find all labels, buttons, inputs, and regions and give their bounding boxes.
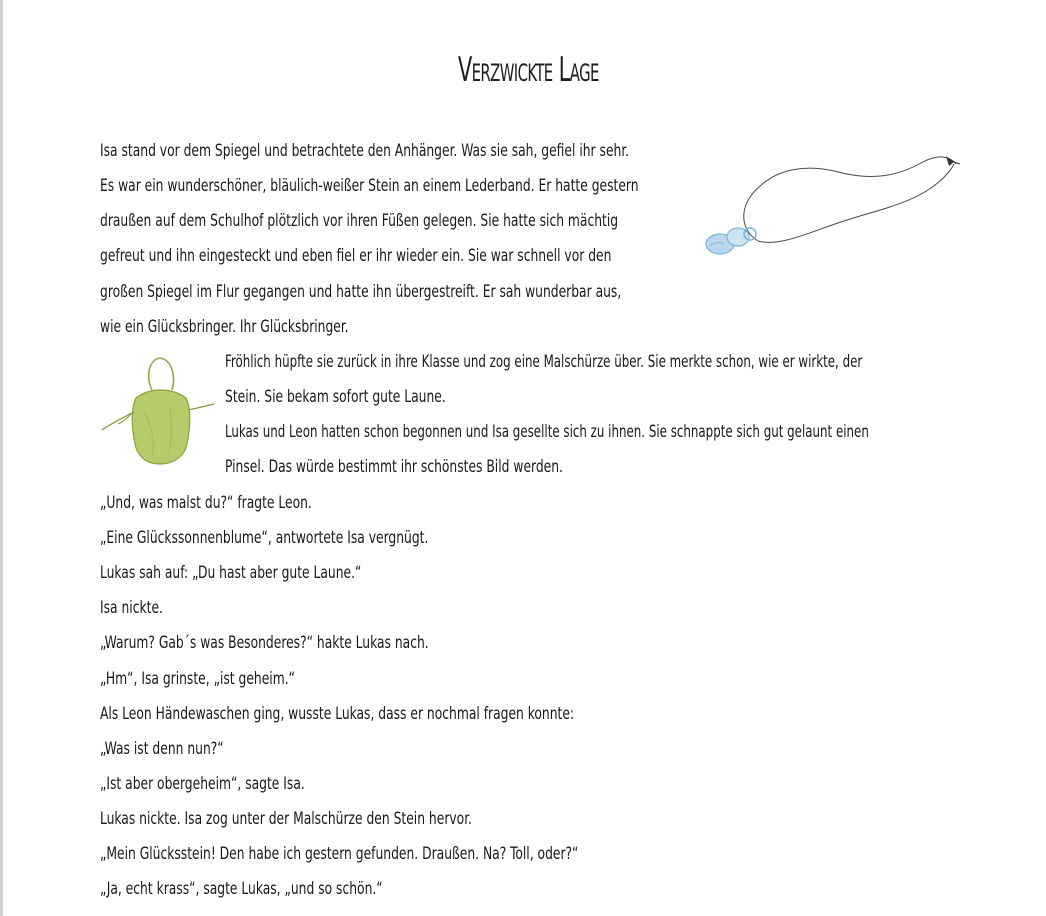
text-line: „Eine Glückssonnenblume“, antwortete Isa vergnügt.	[100, 528, 429, 548]
text-line: draußen auf dem Schulhof plötzlich vor ihren Füßen gelegen. Sie hatte sich mächtig	[100, 211, 619, 231]
text-line: Lukas und Leon hatten schon begonnen und Isa gesellte sich zu ihnen. Sie schnappte sich gut gelaunt einen	[225, 422, 869, 442]
text-line: „Mein Glücksstein! Den habe ich gestern gefunden. Draußen. Na? Toll, oder?“	[100, 844, 579, 864]
text-line: gefreut und ihn eingesteckt und eben fiel er ihr wieder ein. Sie war schnell vor den	[100, 246, 612, 266]
text-line: großen Spiegel im Flur gegangen und hatte ihn übergestreift. Er sah wunderbar aus,	[100, 282, 622, 302]
text-line: „Warum? Gab´s was Besonderes?“ hakte Lukas nach.	[100, 633, 429, 653]
text-line: „Ja, echt krass“, sagte Lukas, „und so schön.“	[100, 879, 383, 899]
text-line: Als Leon Händewaschen ging, wusste Lukas, dass er nochmal fragen konnte:	[100, 704, 575, 724]
text-line: Pinsel. Das würde bestimmt ihr schönstes Bild werden.	[225, 457, 563, 477]
apron-illustration	[100, 352, 218, 468]
pendant-illustration	[698, 148, 963, 264]
text-line: Isa nickte.	[100, 598, 163, 618]
page-edge	[0, 0, 3, 916]
text-line: „Ist aber obergeheim“, sagte Isa.	[100, 774, 305, 794]
text-line: Stein. Sie bekam sofort gute Laune.	[225, 387, 446, 407]
text-line: „Was ist denn nun?“	[100, 739, 224, 759]
text-line: Lukas sah auf: „Du hast aber gute Laune.“	[100, 563, 362, 583]
text-line: Fröhlich hüpfte sie zurück in ihre Klasse und zog eine Malschürze über. Sie merkte schon, wie er wirkte, der	[225, 352, 863, 372]
text-line: „Und, was malst du?“ fragte Leon.	[100, 493, 312, 513]
text-line: Isa stand vor dem Spiegel und betrachtete den Anhänger. Was sie sah, gefiel ihr sehr.	[100, 141, 630, 161]
text-line: „Hm“, Isa grinste, „ist geheim.“	[100, 669, 295, 689]
text-line: Lukas nickte. Isa zog unter der Malschürze den Stein hervor.	[100, 809, 472, 829]
text-line: wie ein Glücksbringer. Ihr Glücksbringer.	[100, 317, 349, 337]
page-title: Verzwickte Lage	[457, 50, 599, 90]
text-line: Es war ein wunderschöner, bläulich-weißer Stein an einem Lederband. Er hatte gestern	[100, 176, 639, 196]
